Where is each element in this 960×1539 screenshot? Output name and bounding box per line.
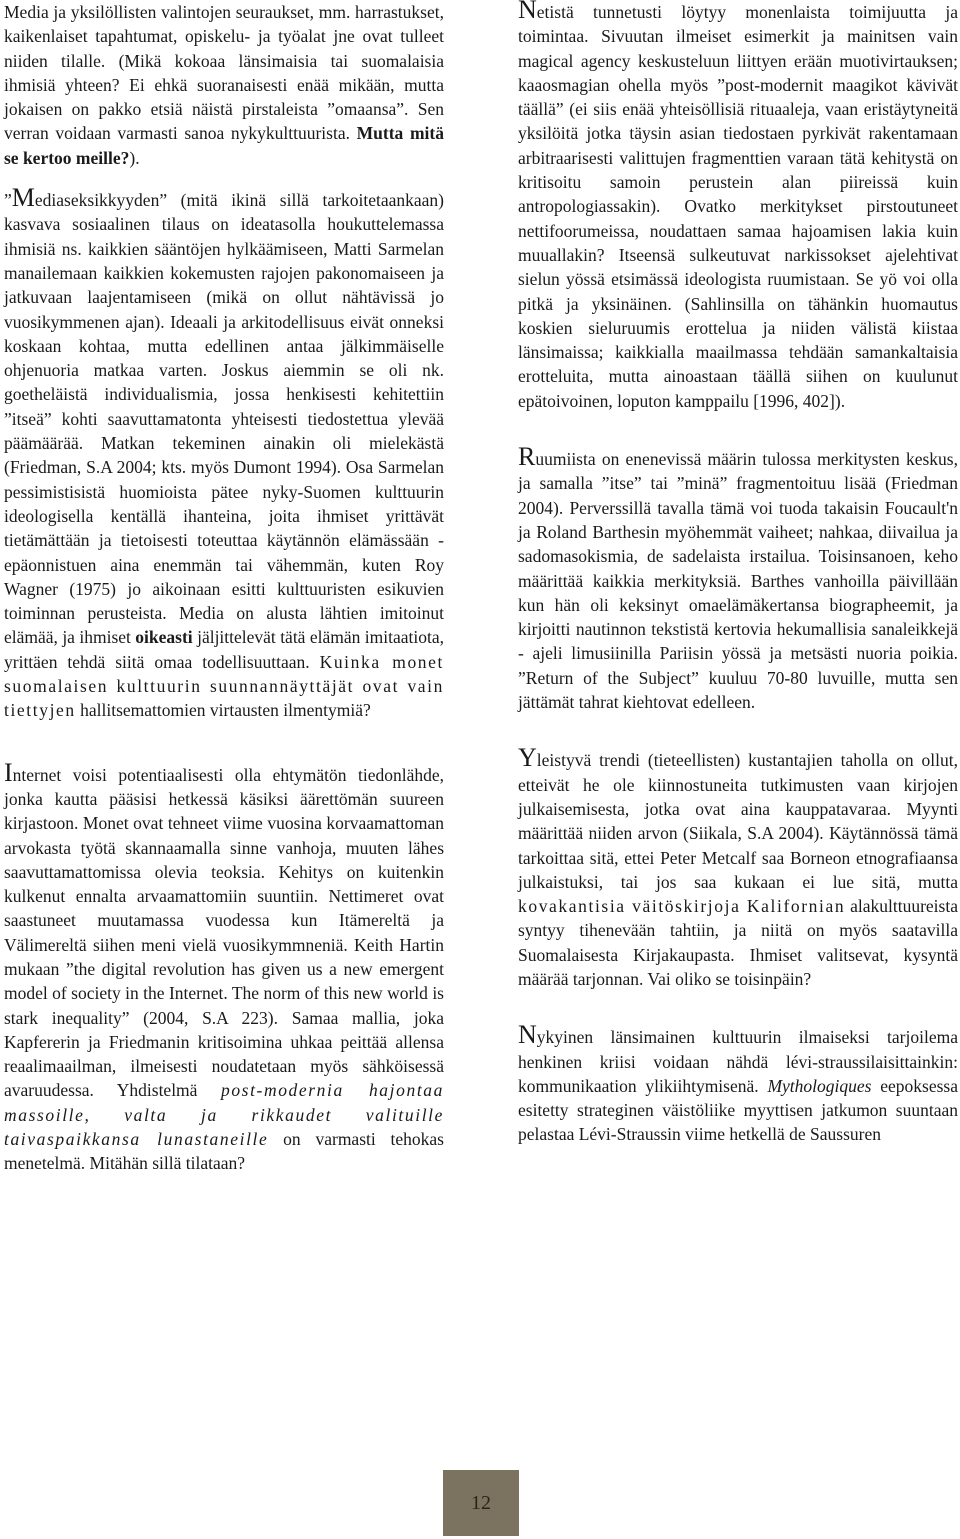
right-column bbox=[518, 0, 958, 1147]
paragraph-text: alakulttuureista syntyy tihenevään tahtiin, ja niitä on myös saatavilla Suomalaisesta Kirjakaupasta. Ihmiset valitsevat, kysyntä määrää tarjonnan. Vai oliko se toisinpäin? bbox=[518, 896, 958, 989]
paragraph-mediaseksikkyys bbox=[4, 183, 445, 723]
paragraph-text: jäljittelevät tätä elämän imitaatiota, yrittäen tehdä siitä omaa todellisuuttaan. bbox=[4, 627, 445, 672]
paragraph-text: hallitsemattomien virtausten ilmentymiä? bbox=[75, 700, 371, 721]
paragraph-text: ediaseksikkyyden” (mitä ikinä sillä tarkoitetaankaan) kasvava sosiaalinen tilaus on ideatasolla houkuttelemassa ihmisiä ns. kaikkien sääntöjen hylkäämiseen, Matti Sarmelan manailemaan kaikkien kokemusten rajojen pakonomaiseen ja jatkuvaan laajentamiseen (mikä on ollut nähtävissä jo vuosikymmenen ajan). Ideaali ja arkitodellisuus eivät onneksi koskaan kohtaa, mutta edellinen antaa jälkimmäiselle ohjenuoria matkaa varten. Joskus aiemmin se oli nk. goetheläistä individualismia, jossa henkisesti kehitettiin ”itseä” kohti saavuttamatonta yhteisesti tiedostettua ylevää päämäärää. Matkan tekeminen ainakin oli mielekästä (Friedman, S.A 2004; kts. myös Dumont 1994). Osa Sarmelan pessimistisistä huomioista pätee nyky-Suomen kulttuurin ideologisella kentällä ihanteina, joita ihmiset yrittävät tietämättään ja tietoisesti toteuttaa käytännön elämässään - epäonnistuen aina enemmän tai vähemmän, kuten Roy Wagner (1975) jo aikoinaan esitti kulttuuristen esikuvien toiminnan perusteista. Media on alusta lähtien imitoinut elämää, ja ihmiset bbox=[4, 190, 444, 648]
paragraph-nykyinen bbox=[518, 1020, 958, 1146]
paragraph-netista bbox=[518, 0, 958, 413]
italic-title: Mythologiques bbox=[767, 1075, 872, 1096]
bold-question: Mutta mitä se kertoo meille? bbox=[4, 123, 444, 168]
paragraph-text: ykyinen länsimainen kulttuurin ilmaiseksi tarjoilema henkinen kriisi voidaan nähdä lévi-straussilaisittainkin: kommunikaation ylikiihtymisenä. bbox=[518, 1027, 958, 1096]
paragraph-yleistyva-trendi bbox=[518, 743, 958, 991]
page-number: 12 bbox=[443, 1470, 519, 1536]
paragraph-text: on varmasti tehokas menetelmä. Mitähän sillä tilataan? bbox=[4, 1129, 444, 1174]
paragraph-text: etistä tunnetusti löytyy monenlaista toimijuutta ja toimintaa. Sivuutan ilmeiset esimerkit ja mainitsen vain magical agency keskusteluun liittyen erään muotivirtauksen; kaaosmagian ohella myös ”post-modernit maagikot kävivät täällä” (ei siis enää yhteisöllisiä rituaaleja, vaan eristäytyneitä yksilöitä jotka täysin asian tiedostaen pyrkivät rakentamaan arbitraarisesti valittujen fragmenttien varaan tätä kehitystä on kritisoitu samoin perustein alan piireissä kuin antropologiassakin). Ovatko merkitykset pirstoutuneet nettifoorumeissa, noudattaen samaa hajoamisen lakia kuin muuallakin? Itseensä sulkeutuvat narkissokset ajelehtivat sielun yössä etsimässä ideologista ruumistaan. Se yö voi olla pitkä ja yksinäinen. (Sahlinsilla on tähänkin huomautus koskien sieluruumis erottelua ja niiden välistä kiistaa länsimaissa; kaikkialla maailmassa tehdään samankaltaisia erotteluita, mutta ainoastaan täällä siihen on kuulunut epätoivoinen, loputon kamppailu [1996, 402]). bbox=[518, 2, 958, 411]
drop-cap: I bbox=[4, 757, 13, 787]
paragraph-media-choices bbox=[4, 0, 444, 170]
paragraph-text: eepoksessa esitetty strateginen väistöliike myyttisen jatkumon suuntaan pelastaa Lévi-Straussin viime hetkellä de Saussuren bbox=[518, 1075, 958, 1145]
drop-cap: R bbox=[518, 442, 536, 472]
drop-cap: Y bbox=[518, 743, 537, 773]
bold-word: oikeasti bbox=[135, 627, 193, 648]
paragraph-text: ). bbox=[129, 147, 140, 168]
drop-cap: M bbox=[11, 183, 35, 213]
paragraph-text: Media ja yksilöllisten valintojen seuraukset, mm. harrastukset, kaikenlaiset tapahtumat, opiskelu- ja työalat jne ovat tulleet niiden tilalle. (Mikä kokoaa länsimaisia tai suomalaisia ihmisiä yhteen? Ei ehkä suoranaisesti enää mikään, mutta jokaisen on pakko etsiä näistä pirstaleista ”omaansa”. Sen verran voidaan varmasti sanoa nykykulttuurista. bbox=[4, 2, 444, 144]
paragraph-ruumiista bbox=[518, 442, 958, 714]
paragraph-text: uumiista on enenevissä määrin tulossa merkitysten keskus, ja samalla ”itse” tai ”minä” fragmentoituu lisää (Friedman 2004). Perverssillä tavalla tämä voi tuoda takaisin Foucault'n ja Roland Barthesin myöhemmät vaiheet; nahkaa, diivailua ja sadomasokismia, de sadelaista irstailua. Toisinsanoen, keho määrittää kaikkia merkityksiä. Barthes vanhoilla päivillään kun hän oli keksinyt omaelämäkertansa biographeemit, ja kirjoitti nautinnon tekstistä kertovia hekumallisia sanaleikkejä - ajeli limusiinilla Pariisin yössä ja metsästi nuoria poikia. ”Return of the Subject” kuuluu 70-80 luvuille, mutta sen jättämät tahrat kiehtovat edelleen. bbox=[518, 449, 958, 713]
paragraph-internet bbox=[4, 757, 444, 1176]
left-column bbox=[4, 0, 444, 1176]
opening-quote: ” bbox=[4, 190, 12, 211]
spaced-text: kovakantisia väitöskirjoja Kalifornian bbox=[518, 896, 846, 917]
drop-cap: N bbox=[518, 0, 537, 24]
drop-cap: N bbox=[518, 1020, 537, 1050]
italic-phrase: post-modernia hajontaa massoille, valta ja rikkaudet valituille taivaspaikkansa lunastaneille bbox=[4, 1080, 444, 1150]
spaced-text: Kuinka monet suomalaisen kulttuurin suunnannäyttäjät ovat vain tiettyjen bbox=[4, 651, 444, 721]
paragraph-text: nternet voisi potentiaalisesti olla ehtymätön tiedonlähde, jonka kautta pääsisi hetkessä käsiksi äärettömän suureen kirjastoon. Monet ovat tehneet viime vuosina korvaamattoman arvokasta työtä skannaamalla sinne vanhoja, muuten lähes saavuttamattomissa olevia teoksia. Kehitys on kuitenkin kulkenut ennalta arvaamattomiin suuntiin. Nettimeret ovat saastuneet muutamassa vuodessa kun Itämereltä ja Välimereltä siihen meni vielä vuosikymmneniä. Keith Hartin mukaan ”the digital revolution has given us a new emergent model of society in the Internet. The norm of this new world is stark inequality” (2004, S.A 223). Samaa mallia, joka Kapfererin ja Friedmanin kritisoimina uhkaa peittää allensa reaalimaailman, ilmeisesti noudatetaan myös sähköisessä avaruudessa. Yhdistelmä bbox=[4, 764, 444, 1101]
paragraph-text: leistyvä trendi (tieteellisten) kustantajien taholla on ollut, etteivät he ole kiinnostuneita tutkimusten vaan kirjojen julkaisemisesta, jotka ovat aina kauppatavaraa. Myynti määrittää niiden arvon (Siikala, S.A 2004). Käytännössä tämä tarkoittaa sitä, ettei Peter Metcalf saa Borneon etnografiaansa julkaistuksi, tai jos saa kukaan ei lue sitä, mutta bbox=[518, 750, 958, 892]
